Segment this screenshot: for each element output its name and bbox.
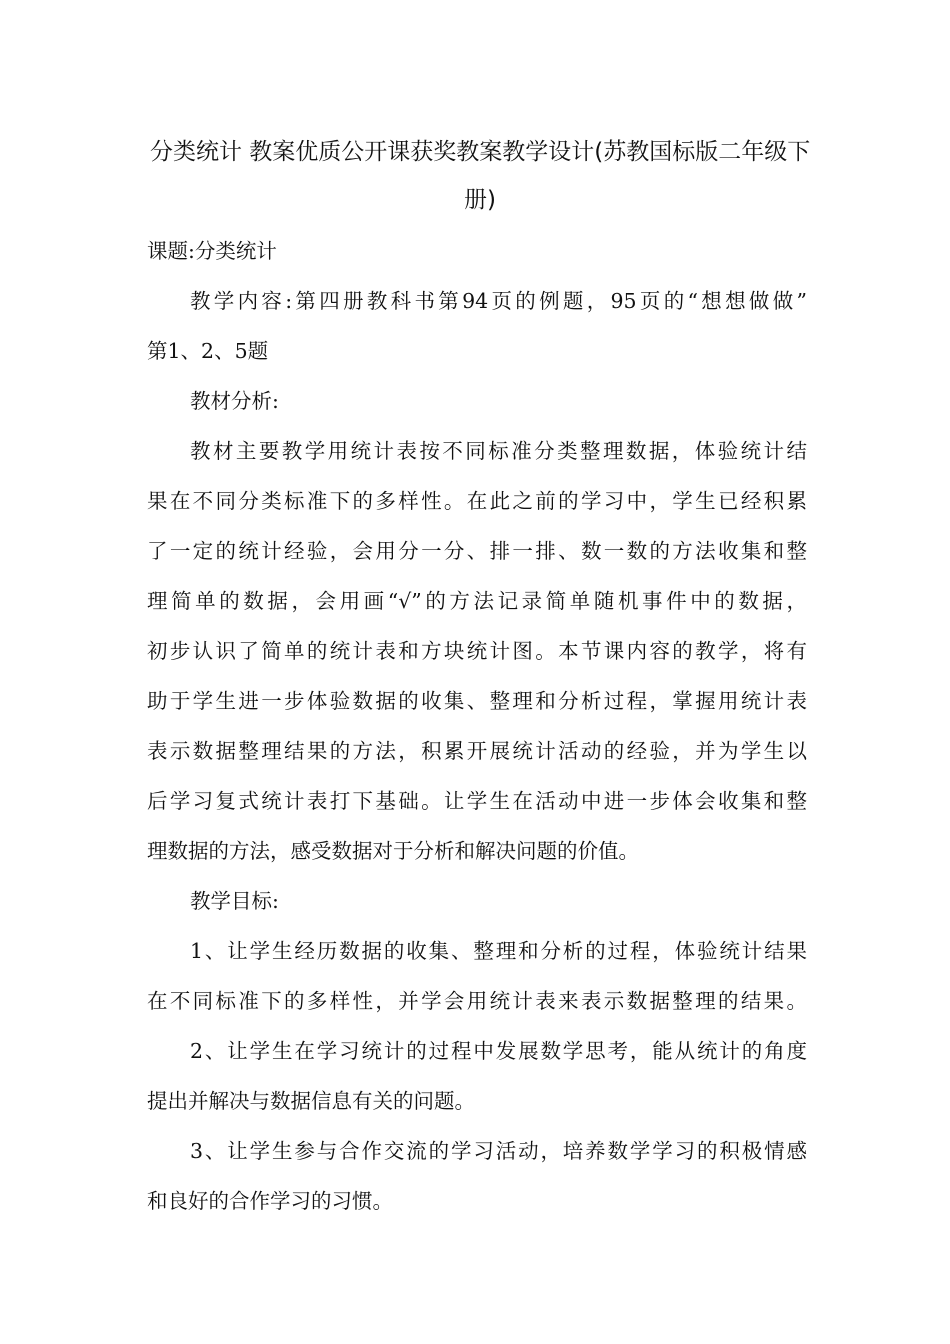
paragraph-line: 后学习复式统计表打下基础。让学生在活动中进一步体会收集和整 (147, 789, 807, 813)
goal-item-line: 和良好的合作学习的习惯。 (147, 1189, 393, 1213)
paragraph-line: 理数据的方法，感受数据对于分析和解决问题的价值。 (147, 839, 639, 863)
section-heading-teaching-goals: 教学目标: (190, 889, 279, 913)
paragraph-line: 初步认识了简单的统计表和方块统计图。本节课内容的教学，将有 (147, 639, 807, 663)
goal-item-line: 2、让学生在学习统计的过程中发展数学思考，能从统计的角度 (190, 1039, 807, 1063)
goal-item-line: 提出并解决与数据信息有关的问题。 (147, 1089, 475, 1113)
paragraph-line: 助于学生进一步体验数据的收集、整理和分析过程，掌握用统计表 (147, 689, 807, 713)
paragraph-line: 果在不同分类标准下的多样性。在此之前的学习中，学生已经积累 (147, 489, 807, 513)
goal-item-line: 1、让学生经历数据的收集、整理和分析的过程，体验统计结果 (190, 939, 807, 963)
document-title-line-2: 册) (464, 187, 496, 213)
section-heading-material-analysis: 教材分析: (190, 389, 279, 413)
goal-item-line: 3、让学生参与合作交流的学习活动，培养数学学习的积极情感 (190, 1139, 807, 1163)
teaching-content-line: 第1、2、5题 (147, 339, 269, 363)
paragraph-line: 教材主要教学用统计表按不同标准分类整理数据，体验统计结 (190, 439, 807, 463)
document-title-line-1: 分类统计 教案优质公开课获奖教案教学设计(苏教国标版二年级下 (150, 139, 811, 165)
paragraph-line: 表示数据整理结果的方法，积累开展统计活动的经验，并为学生以 (147, 739, 807, 763)
goal-item-line: 在不同标准下的多样性，并学会用统计表来表示数据整理的结果。 (147, 989, 807, 1013)
paragraph-line: 了一定的统计经验，会用分一分、排一排、数一数的方法收集和整 (147, 539, 807, 563)
lesson-topic: 课题:分类统计 (147, 239, 277, 263)
paragraph-line: 理简单的数据，会用画“√”的方法记录简单随机事件中的数据， (147, 589, 807, 613)
teaching-content-line: 教学内容:第四册教科书第94页的例题，95页的“想想做做” (190, 289, 807, 313)
